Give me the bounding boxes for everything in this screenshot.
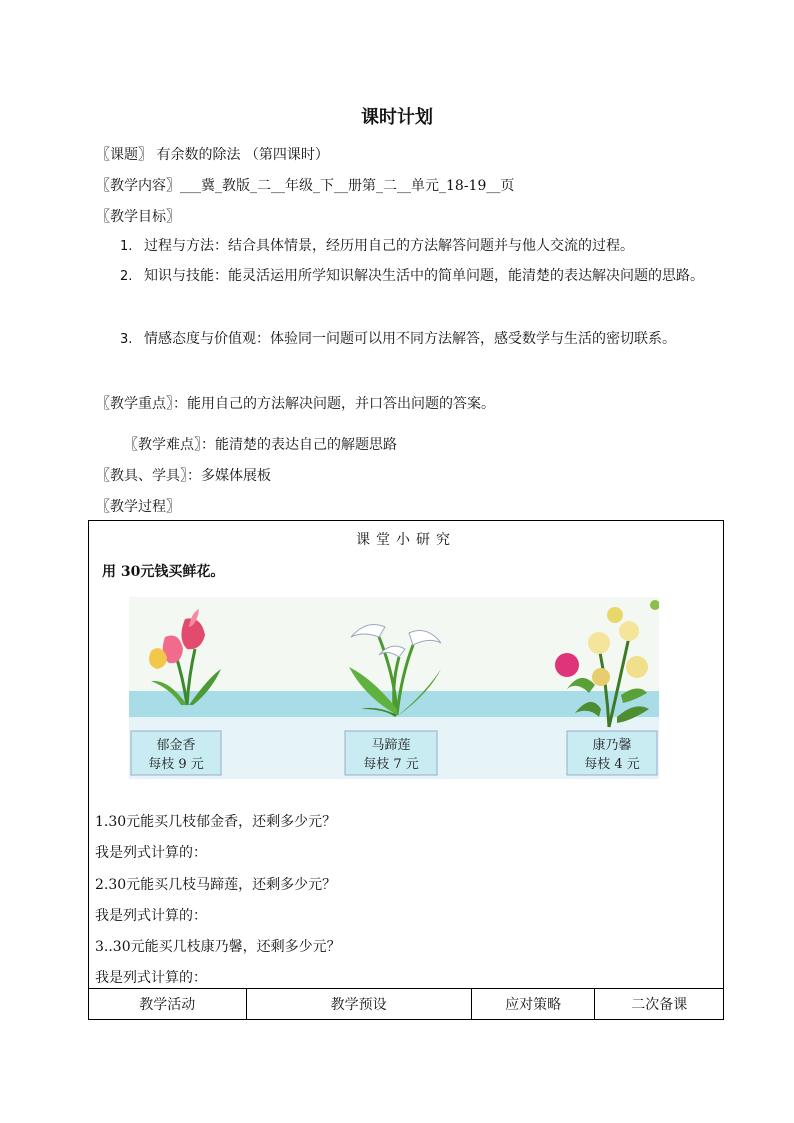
content-line: 〖教学内容〗___冀_教版_二__年级_下__册第_二__单元_18-19__页 xyxy=(96,178,515,194)
objective-text: 情感态度与价值观：体验同一问题可以用不同方法解答，感受数学与生活的密切联系。 xyxy=(144,331,676,347)
flower-price: 每枝 9 元 xyxy=(148,757,204,772)
objective-text: 知识与技能：能灵活运用所学知识解决生活中的简单问题，能清楚的表达解决问题的思路。 xyxy=(144,268,704,284)
box-title: 课堂小研究 xyxy=(356,532,456,548)
objective-number: 2. xyxy=(120,269,133,284)
table-header-row xyxy=(89,988,723,1019)
flower-name: 马蹄莲 xyxy=(371,738,411,753)
difficulties: 〖教学难点〗：能清楚的表达自己的解题思路 xyxy=(124,437,397,453)
flower-price: 每枝 7 元 xyxy=(363,757,419,772)
tools: 〖教具、学具〗：多媒体展板 xyxy=(96,468,271,484)
lesson-box xyxy=(88,520,724,1020)
objective-number: 3. xyxy=(120,332,133,347)
objective-2 xyxy=(96,262,706,291)
objectives-heading: 〖教学目标〗 xyxy=(96,209,180,225)
question-1: 1.30元能买几枝郁金香，还剩多少元？ xyxy=(95,814,337,830)
topic-line: 〖课题〗 有余数的除法 （第四课时） xyxy=(96,147,329,163)
key-points: 〖教学重点〗：能用自己的方法解决问题，并口答出问题的答案。 xyxy=(96,396,495,412)
header-strategy: 应对策略 xyxy=(472,989,596,1019)
header-second-prep: 二次备课 xyxy=(631,997,688,1013)
objective-text: 过程与方法：结合具体情景，经历用自己的方法解答问题并与他人交流的过程。 xyxy=(144,238,634,254)
box-subtitle: 用 30元钱买鲜花。 xyxy=(102,564,225,580)
question-2: 2.30元能买几枝马蹄莲，还剩多少元？ xyxy=(95,877,337,893)
objective-3 xyxy=(96,325,706,354)
flower-price: 每枝 4 元 xyxy=(584,757,640,772)
page-title: 课时计划 xyxy=(361,107,433,128)
process-heading: 〖教学过程〗 xyxy=(96,499,180,515)
header-teaching-plan: 教学预设 xyxy=(247,989,472,1019)
calc-prompt-1: 我是列式计算的： xyxy=(95,845,207,861)
flower-illustration xyxy=(129,597,659,779)
flower-name: 康乃馨 xyxy=(592,738,632,753)
calc-prompt-2: 我是列式计算的： xyxy=(95,908,207,924)
flower-name: 郁金香 xyxy=(156,738,196,753)
objective-1 xyxy=(96,232,706,261)
calc-prompt-3: 我是列式计算的： xyxy=(95,970,207,986)
question-3: 3..30元能买几枝康乃馨，还剩多少元？ xyxy=(95,939,341,955)
header-teaching-activity: 教学活动 xyxy=(89,989,247,1019)
objective-number: 1. xyxy=(120,239,133,254)
